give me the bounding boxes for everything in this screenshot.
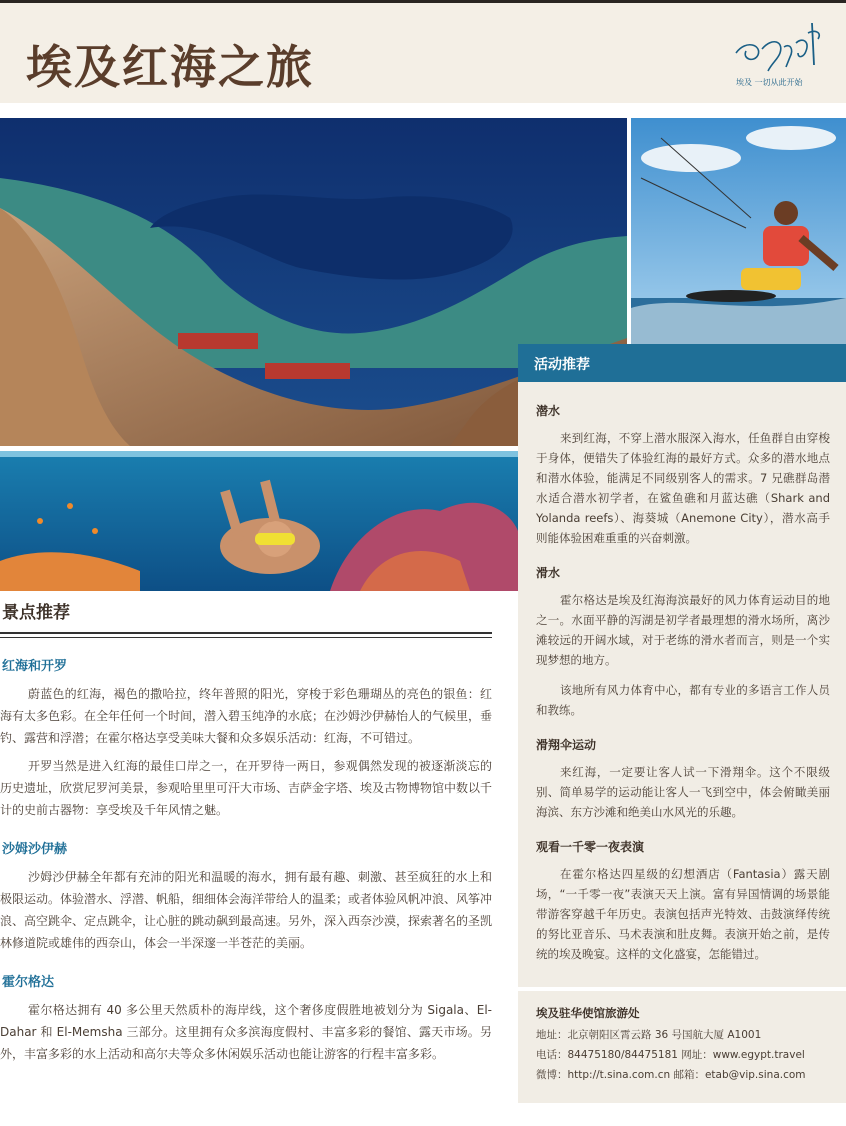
activity-arabian-nights-show [536, 838, 830, 964]
place-title: 沙姆沙伊赫 [2, 842, 68, 857]
egypt-logo [732, 19, 824, 95]
contact-weibo-email: 微博：http://t.sina.com.cn 邮箱：etab@vip.sina.com [536, 1069, 806, 1081]
activity-title: 滑水 [536, 566, 561, 580]
activity-paragraph: 在霍尔格达四星级的幻想酒店（Fantasia）露天剧场，“一千零一夜”表演天天上演。富有异国情调的场景能带游客穿越千年历史。表演包括声光特效、击鼓演绎传统的努比亚音乐、马术表演和肚皮舞。表演开始之前，是传统的埃及晚宴。这样的文化盛宴，怎能错过。 [536, 867, 830, 961]
activity-title: 观看一千零一夜表演 [536, 840, 645, 854]
activity-diving [536, 402, 830, 548]
page-header [0, 0, 846, 103]
place-title: 霍尔格达 [2, 975, 55, 990]
activity-paragraph: 该地所有风力体育中心，都有专业的多语言工作人员和教练。 [536, 683, 830, 717]
activity-title: 滑翔伞运动 [536, 738, 597, 752]
activity-paragraph: 来红海，一定要让客人试一下滑翔伞。这个不限级别、简单易学的运动能让客人一飞到空中，体会俯瞰美丽海滨、东方沙滩和绝美山水风光的乐趣。 [536, 765, 830, 819]
place-title: 红海和开罗 [2, 659, 68, 674]
activity-title: 潜水 [536, 404, 561, 418]
activity-paragliding [536, 736, 830, 822]
attractions-section [0, 598, 492, 1071]
snorkeling-diver-photo [0, 451, 518, 591]
contact-box [518, 991, 846, 1103]
activity-paragraph: 霍尔格达是埃及红海海滨最好的风力体育运动目的地之一。水面平静的泻湖是初学者最理想的滑水场所，离沙滩较远的开阔水域，对于老练的滑水者而言，则是一个实现梦想的地方。 [536, 593, 830, 667]
activity-waterskiing [536, 564, 830, 720]
section-title: 景点推荐 [2, 603, 70, 623]
place-sharm-el-sheikh [0, 838, 492, 954]
place-red-sea-cairo [0, 655, 492, 821]
kitesurfing-photo [631, 118, 846, 344]
logo-subtitle: 埃及 一切从此开始 [736, 78, 803, 87]
section-divider [0, 632, 492, 634]
section-divider [0, 637, 492, 638]
activities-panel-title: 活动推荐 [534, 357, 590, 373]
contact-address: 地址：北京朝阳区霄云路 36 号国航大厦 A1001 [536, 1029, 762, 1041]
activity-paragraph: 来到红海，不穿上潜水服深入海水，任鱼群自由穿梭于身体，便错失了体验红海的最好方式。众多的潜水地点和潜水体验，能满足不同级别客人的需求。7 兄礁群岛潜水适合潜水初学者，在鲨鱼礁和月蓝达礁（Shark and Yolanda reefs）、海葵城（Anemone City），潜水高手则能体验困难重重的兴奋刺激。 [536, 431, 830, 545]
activities-panel [518, 344, 846, 987]
activities-list [536, 402, 830, 974]
page-title: 埃及红海之旅 [26, 40, 314, 94]
activities-panel-header [518, 344, 846, 382]
place-paragraph: 沙姆沙伊赫全年都有充沛的阳光和温暖的海水，拥有最有趣、刺激、甚至疯狂的水上和极限运动。体验潜水、浮潜、帆船，细细体会海洋带给人的温柔；或者体验风帆冲浪、风筝冲浪、高空跳伞、定点跳伞，让心脏的跳动飙到最高速。另外，深入西奈沙漠，探索著名的圣凯林修道院或雄伟的西奈山，体会一半深邃一半苍茫的美丽。 [0, 870, 493, 950]
place-paragraph: 开罗当然是进入红海的最佳口岸之一，在开罗待一两日，参观偶然发现的被逐渐淡忘的历史遗址，欣赏尼罗河美景，参观哈里里可汗大市场、吉萨金字塔、埃及古物博物馆中数以千计的史前古器物：享受埃及千年风情之魅。 [0, 759, 493, 817]
place-paragraph: 霍尔格达拥有 40 多公里天然质朴的海岸线，这个奢侈度假胜地被划分为 Sigala、El-Dahar 和 El-Memsha 三部分。这里拥有众多滨海度假村、丰富多彩的餐馆、露天市场。另外，丰富多彩的水上活动和高尔夫等众多休闲娱乐活动也能让游客的行程丰富多彩。 [0, 1003, 492, 1061]
contact-phone-website: 电话：84475180/84475181 网址：www.egypt.travel [536, 1049, 805, 1061]
place-paragraph: 蔚蓝色的红海，褐色的撒哈拉，终年普照的阳光，穿梭于彩色珊瑚丛的亮色的银鱼：红海有太多色彩。在全年任何一个时间，潜入碧玉纯净的水底；在沙姆沙伊赫怡人的气候里，垂钓、露营和浮潜；在霍尔格达享受美味大餐和众多娱乐活动：红海，不可错过。 [0, 687, 493, 745]
contact-title: 埃及驻华使馆旅游处 [536, 1006, 640, 1020]
place-hurghada [0, 971, 492, 1065]
